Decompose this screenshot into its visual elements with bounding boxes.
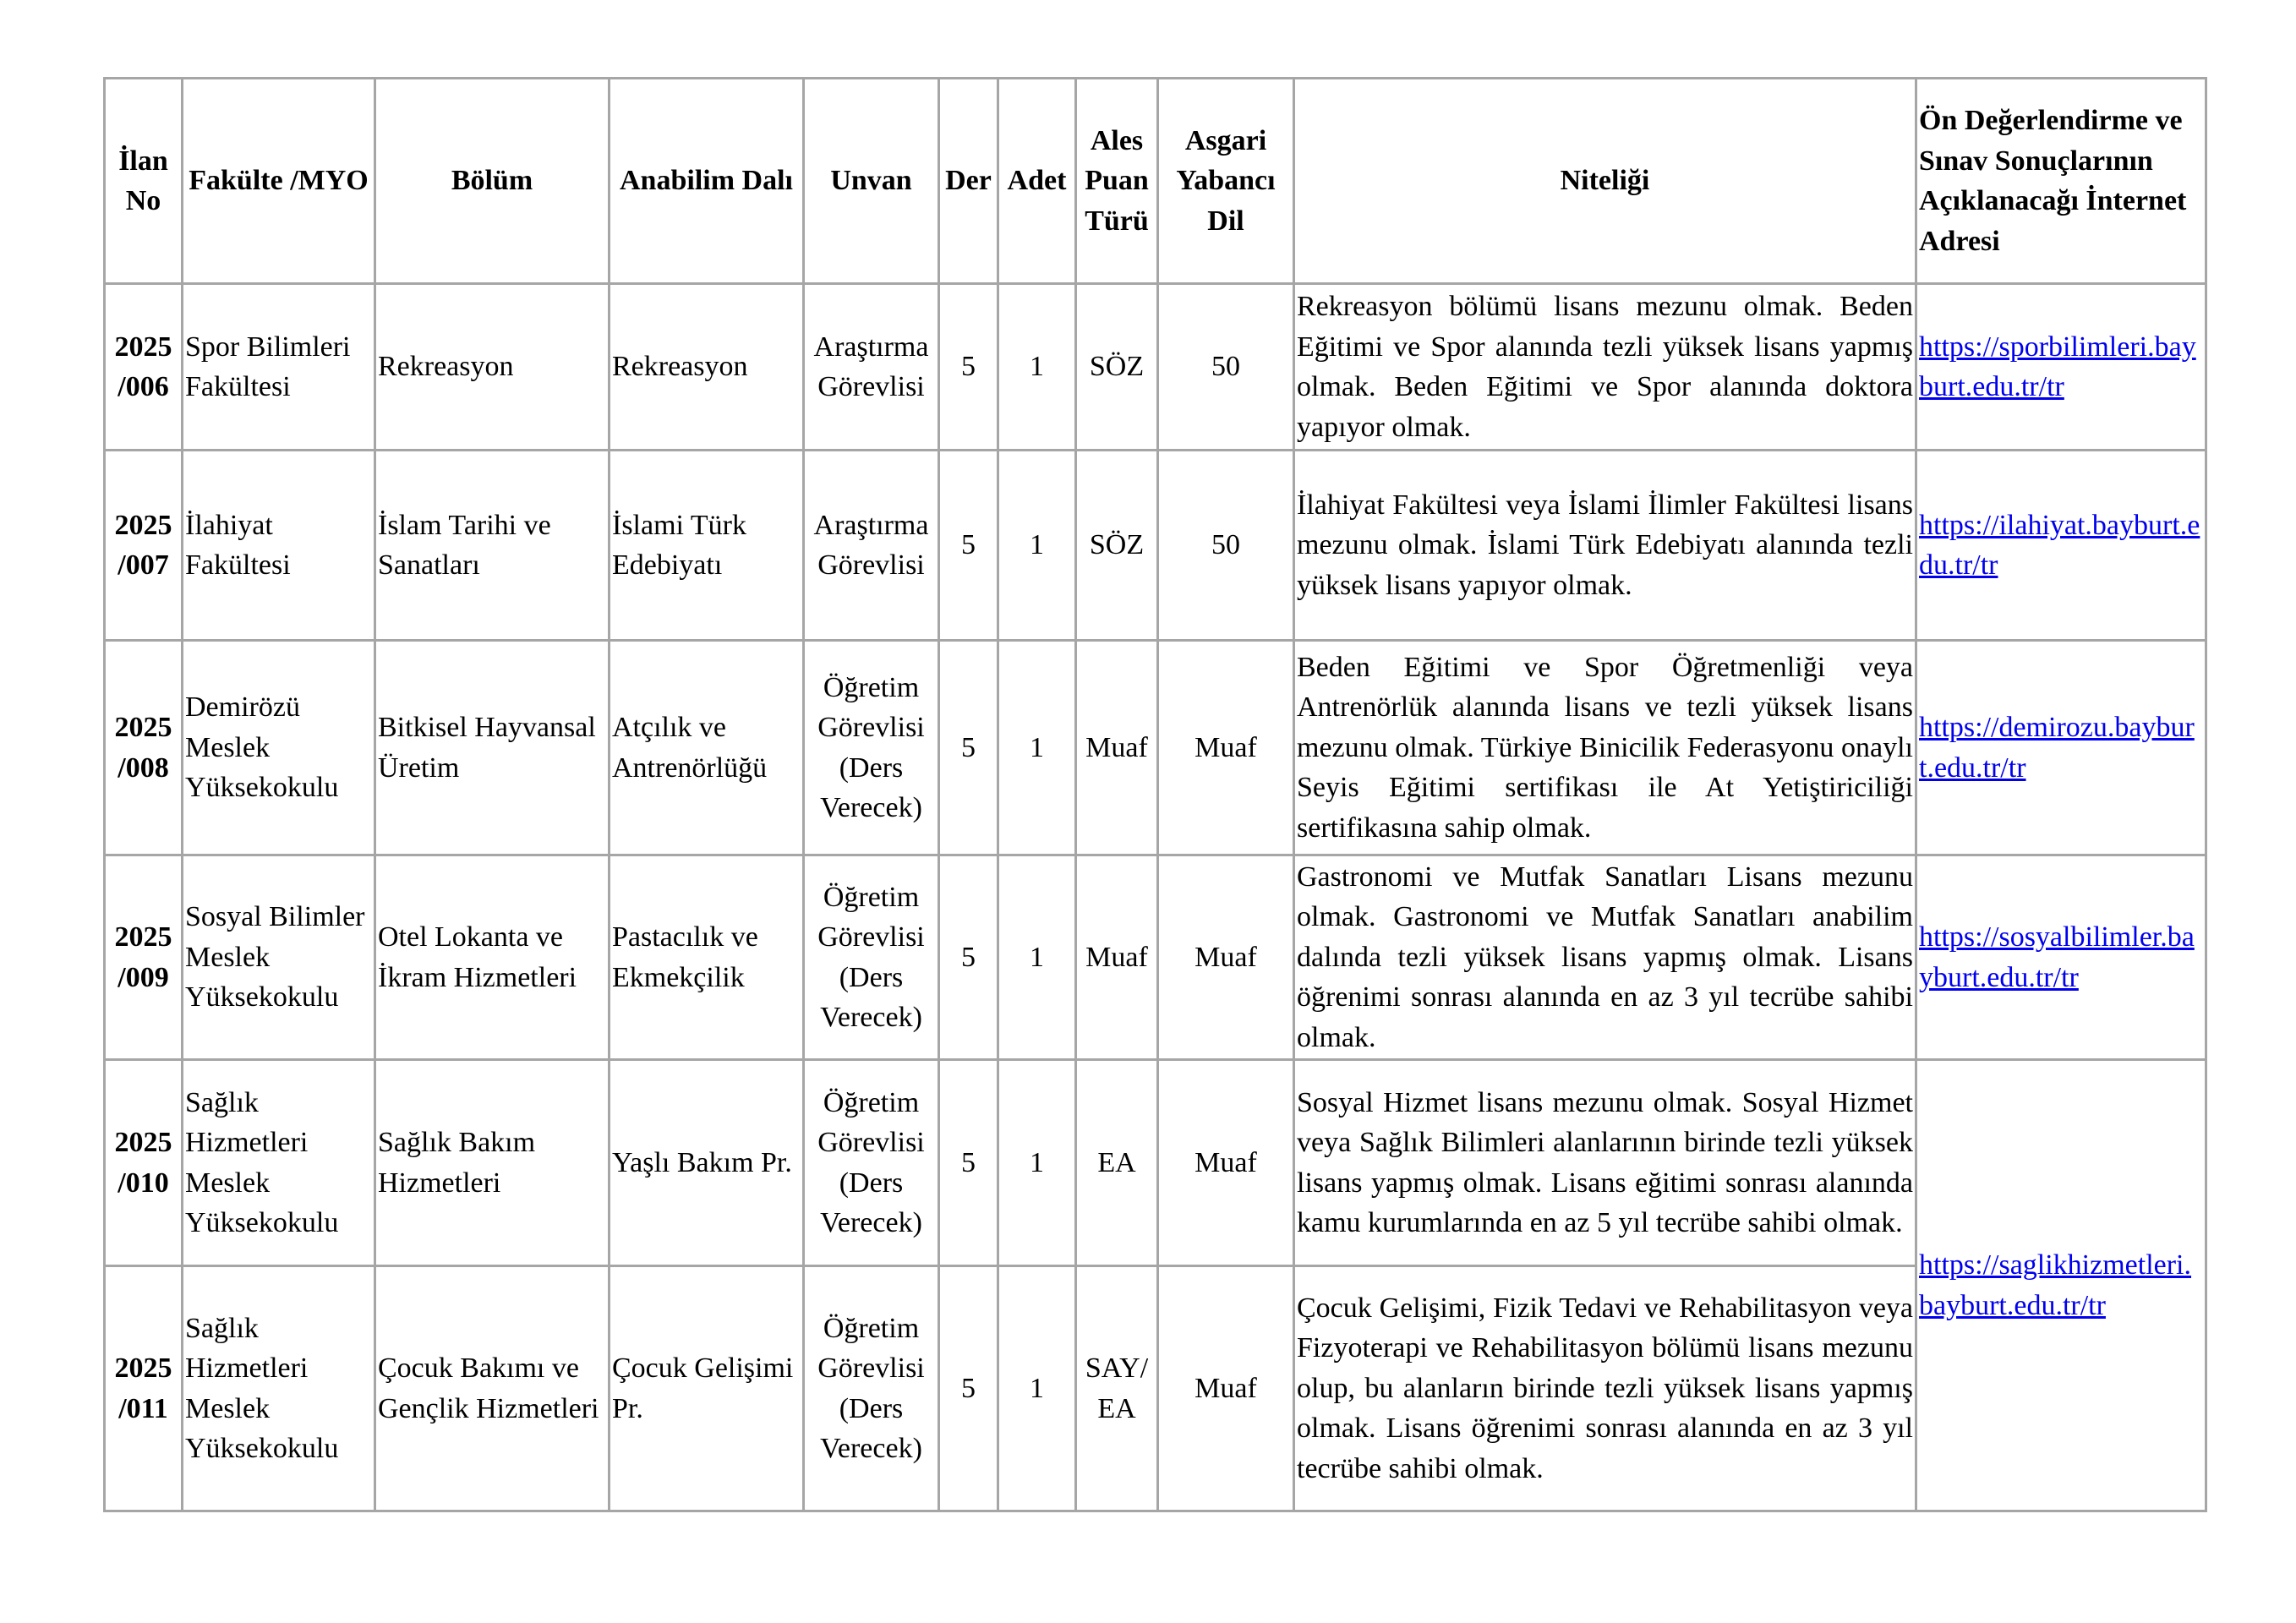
- header-ilan-no: İlan No: [105, 79, 183, 284]
- ilan-no: 2025 /007: [105, 451, 183, 641]
- bolum: Otel Lokanta ve İkram Hizmetleri: [375, 855, 610, 1060]
- ilan-no: 2025 /010: [105, 1060, 183, 1266]
- adet: 1: [998, 1266, 1076, 1511]
- header-unvan: Unvan: [804, 79, 939, 284]
- unvan: Öğretim Görevlisi (Ders Verecek): [804, 1266, 939, 1511]
- anabilim: İslami Türk Edebiyatı: [610, 451, 804, 641]
- unvan: Öğretim Görevlisi (Ders Verecek): [804, 855, 939, 1060]
- adet: 1: [998, 1060, 1076, 1266]
- adres-link[interactable]: https://sporbilimleri.bayburt.edu.tr/tr: [1919, 331, 2196, 402]
- anabilim: Çocuk Gelişimi Pr.: [610, 1266, 804, 1511]
- fakulte: Spor Bilimleri Fakültesi: [183, 284, 375, 451]
- table-row: [105, 855, 2206, 1060]
- adres-cell: [1916, 1060, 2206, 1511]
- ilan-no: 2025 /009: [105, 855, 183, 1060]
- table-row: [105, 1266, 2206, 1511]
- adres-link[interactable]: https://ilahiyat.bayburt.edu.tr/tr: [1919, 509, 2200, 581]
- adet: 1: [998, 451, 1076, 641]
- unvan: Öğretim Görevlisi (Ders Verecek): [804, 641, 939, 855]
- dil: Muaf: [1158, 1060, 1294, 1266]
- table-row: [105, 284, 2206, 451]
- ales: EA: [1076, 1060, 1158, 1266]
- header-fakulte: Fakülte /MYO: [183, 79, 375, 284]
- adres-cell: [1916, 855, 2206, 1060]
- anabilim: Pastacılık ve Ekmekçilik: [610, 855, 804, 1060]
- fakulte: Sağlık Hizmetleri Meslek Yüksekokulu: [183, 1060, 375, 1266]
- bolum: Sağlık Bakım Hizmetleri: [375, 1060, 610, 1266]
- ales: Muaf: [1076, 855, 1158, 1060]
- adres-link[interactable]: https://sosyalbilimler.bayburt.edu.tr/tr: [1919, 921, 2195, 993]
- bolum: Rekreasyon: [375, 284, 610, 451]
- anabilim: Yaşlı Bakım Pr.: [610, 1060, 804, 1266]
- der: 5: [939, 641, 998, 855]
- adres-cell: [1916, 284, 2206, 451]
- header-bolum: Bölüm: [375, 79, 610, 284]
- unvan: Araştırma Görevlisi: [804, 284, 939, 451]
- header-adres: Ön Değerlendirme ve Sınav Sonuçlarının Açıklanacağı İnternet Adresi: [1916, 79, 2206, 284]
- header-adet: Adet: [998, 79, 1076, 284]
- adres-link[interactable]: https://demirozu.bayburt.edu.tr/tr: [1919, 712, 2195, 784]
- anabilim: Rekreasyon: [610, 284, 804, 451]
- nitelik: Beden Eğitimi ve Spor Öğretmenliği veya Antrenörlük alanında lisans ve tezli yüksek lisans mezunu olmak. Türkiye Binicilik Federasyonu onaylı Seyis Eğitimi sertifikası ile At Yetiştiriciliği sertifikasına sahip olmak.: [1294, 641, 1916, 855]
- adet: 1: [998, 855, 1076, 1060]
- nitelik: Rekreasyon bölümü lisans mezunu olmak. Beden Eğitimi ve Spor alanında tezli yüksek lisans yapmış olmak. Beden Eğitimi ve Spor alanında doktora yapıyor olmak.: [1294, 284, 1916, 451]
- fakulte: Sosyal Bilimler Meslek Yüksekokulu: [183, 855, 375, 1060]
- fakulte: İlahiyat Fakültesi: [183, 451, 375, 641]
- dil: 50: [1158, 451, 1294, 641]
- der: 5: [939, 855, 998, 1060]
- header-der: Der: [939, 79, 998, 284]
- header-row: [105, 79, 2206, 284]
- job-postings-table: [103, 77, 2207, 1512]
- dil: Muaf: [1158, 1266, 1294, 1511]
- ales: SÖZ: [1076, 451, 1158, 641]
- table-row: [105, 451, 2206, 641]
- header-nitelik: Niteliği: [1294, 79, 1916, 284]
- der: 5: [939, 284, 998, 451]
- bolum: İslam Tarihi ve Sanatları: [375, 451, 610, 641]
- ilan-no: 2025 /006: [105, 284, 183, 451]
- fakulte: Demirözü Meslek Yüksekokulu: [183, 641, 375, 855]
- ales: SAY/ EA: [1076, 1266, 1158, 1511]
- bolum: Bitkisel Hayvansal Üretim: [375, 641, 610, 855]
- nitelik: Çocuk Gelişimi, Fizik Tedavi ve Rehabilitasyon veya Fizyoterapi ve Rehabilitasyon bölümü lisans mezunu olup, bu alanların birinde tezli yüksek lisans yapmış olmak. Lisans öğrenimi sonrası alanında en az 3 yıl tecrübe sahibi olmak.: [1294, 1266, 1916, 1511]
- header-dil: Asgari Yabancı Dil: [1158, 79, 1294, 284]
- adet: 1: [998, 284, 1076, 451]
- unvan: Araştırma Görevlisi: [804, 451, 939, 641]
- unvan: Öğretim Görevlisi (Ders Verecek): [804, 1060, 939, 1266]
- nitelik: Gastronomi ve Mutfak Sanatları Lisans mezunu olmak. Gastronomi ve Mutfak Sanatları anabilim dalında tezli yüksek lisans yapmış olmak. Lisans öğrenimi sonrası alanında en az 3 yıl tecrübe sahibi olmak.: [1294, 855, 1916, 1060]
- dil: 50: [1158, 284, 1294, 451]
- der: 5: [939, 451, 998, 641]
- dil: Muaf: [1158, 641, 1294, 855]
- nitelik: İlahiyat Fakültesi veya İslami İlimler Fakültesi lisans mezunu olmak. İslami Türk Edebiyatı alanında tezli yüksek lisans yapıyor olmak.: [1294, 451, 1916, 641]
- ilan-no: 2025 /011: [105, 1266, 183, 1511]
- adres-cell: [1916, 451, 2206, 641]
- ales: Muaf: [1076, 641, 1158, 855]
- ilan-no: 2025 /008: [105, 641, 183, 855]
- adres-cell: [1916, 641, 2206, 855]
- der: 5: [939, 1266, 998, 1511]
- table-row: [105, 641, 2206, 855]
- dil: Muaf: [1158, 855, 1294, 1060]
- der: 5: [939, 1060, 998, 1266]
- table-row: [105, 1060, 2206, 1266]
- nitelik: Sosyal Hizmet lisans mezunu olmak. Sosyal Hizmet veya Sağlık Bilimleri alanlarının birinde tezli yüksek lisans yapmış olmak. Lisans eğitimi sonrası alanında kamu kurumlarında en az 5 yıl tecrübe sahibi olmak.: [1294, 1060, 1916, 1266]
- ales: SÖZ: [1076, 284, 1158, 451]
- header-ales: Ales Puan Türü: [1076, 79, 1158, 284]
- bolum: Çocuk Bakımı ve Gençlik Hizmetleri: [375, 1266, 610, 1511]
- fakulte: Sağlık Hizmetleri Meslek Yüksekokulu: [183, 1266, 375, 1511]
- header-anabilim: Anabilim Dalı: [610, 79, 804, 284]
- adres-link[interactable]: https://saglikhizmetleri.bayburt.edu.tr/tr: [1919, 1249, 2192, 1321]
- adet: 1: [998, 641, 1076, 855]
- anabilim: Atçılık ve Antrenörlüğü: [610, 641, 804, 855]
